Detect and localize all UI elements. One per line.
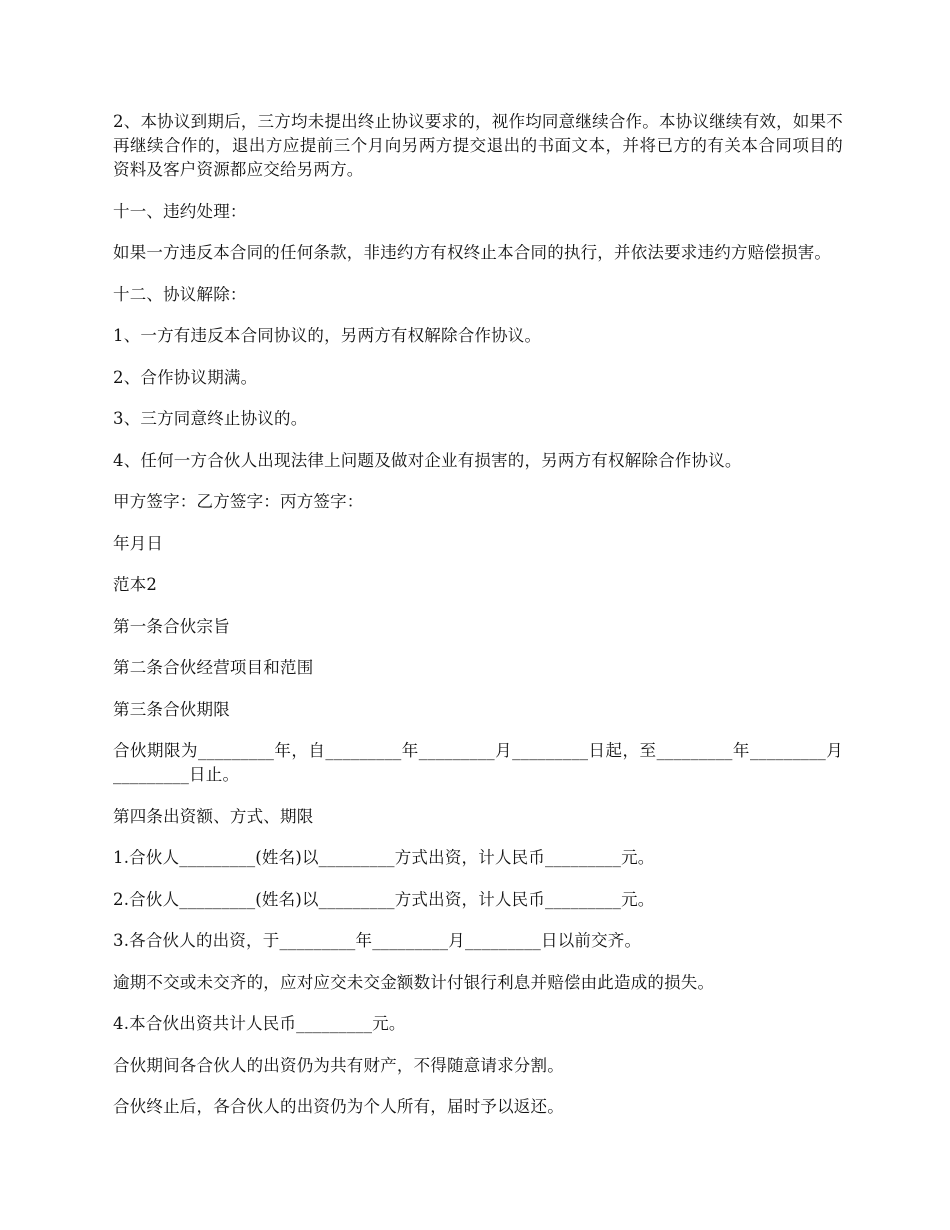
heading-breach-handling: 十一、违约处理： [113, 201, 247, 221]
termination-item-3: 3、三方同意终止协议的。 [113, 409, 308, 428]
date-line: 年月日 [113, 533, 164, 553]
document-body [113, 110, 843, 1137]
termination-item-4: 4、任何一方合伙人出现法律上问题及做对企业有损害的，另两方有权解除合作协议。 [113, 450, 742, 470]
contribution-item-3: 3.各合伙人的出资，于_________年_________月_________日以前交齐。 [113, 931, 642, 950]
contribution-item-4: 4.本合伙出资共计人民币_________元。 [113, 1014, 406, 1033]
article-3-term: 第三条合伙期限 [113, 699, 230, 719]
termination-item-1: 1、一方有违反本合同协议的，另两方有权解除合作协议。 [113, 326, 542, 345]
paragraph-term-dates: 合伙期限为_________年，自_________年_________月_________日起，至_________年_________月_________日止。 [113, 741, 843, 784]
contribution-item-2: 2.合伙人_________(姓名)以_________方式出资，计人民币_________元。 [113, 889, 655, 909]
paragraph-return-contribution: 合伙终止后，各合伙人的出资仍为个人所有，届时予以返还。 [113, 1097, 564, 1116]
article-4-contribution: 第四条出资额、方式、期限 [113, 806, 314, 826]
article-2-scope: 第二条合伙经营项目和范围 [113, 658, 314, 677]
contribution-item-1: 1.合伙人_________(姓名)以_________方式出资，计人民币_________元。 [113, 848, 655, 867]
paragraph-breach-terms: 如果一方违反本合同的任何条款，非违约方有权终止本合同的执行，并依法要求违约方赔偿损害。 [113, 243, 832, 262]
template-2-heading: 范本2 [113, 575, 158, 594]
signature-line: 甲方签字：乙方签字：丙方签字： [113, 492, 364, 511]
paragraph-continue-cooperation: 2、本协议到期后，三方均未提出终止协议要求的，视作均同意继续合作。本协议继续有效，如果不再继续合作的，退出方应提前三个月向另两方提交退出的书面文本，并将已方的有关本合同项目的资料及客户资源都应交给另两方。 [113, 112, 843, 179]
article-1-purpose: 第一条合伙宗旨 [113, 616, 230, 636]
paragraph-joint-property: 合伙期间各合伙人的出资仍为共有财产，不得随意请求分割。 [113, 1055, 564, 1075]
heading-agreement-termination: 十二、协议解除： [113, 284, 247, 304]
paragraph-late-payment: 逾期不交或未交齐的，应对应交未交金额数计付银行利息并赔偿由此造成的损失。 [113, 972, 715, 992]
termination-item-2: 2、合作协议期满。 [113, 367, 258, 387]
